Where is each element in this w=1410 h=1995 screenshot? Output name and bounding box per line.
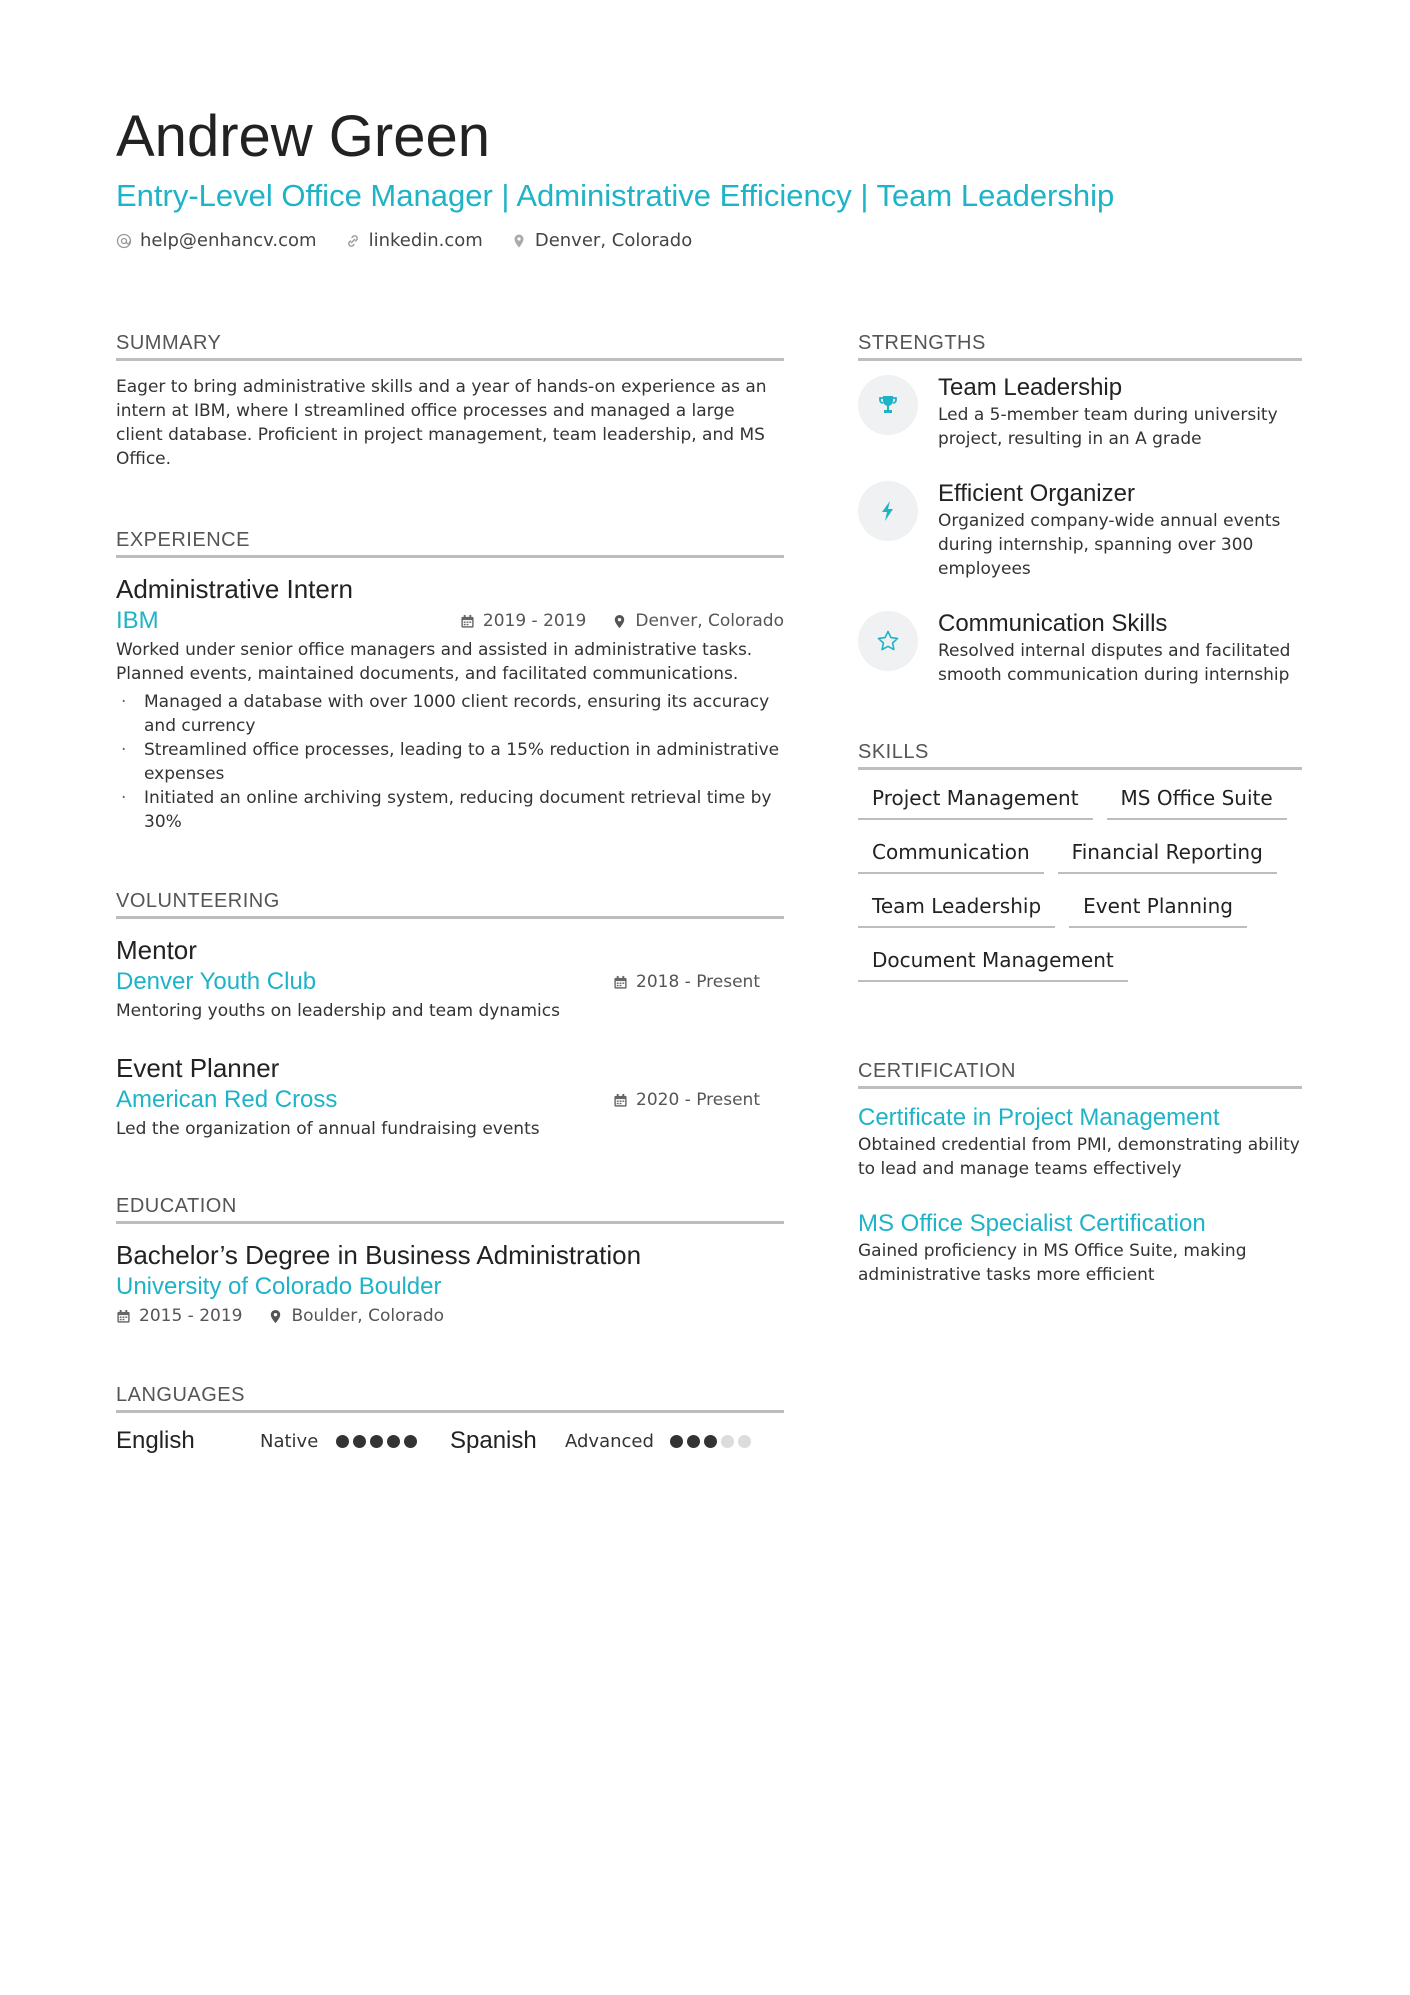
contact-linkedin-text: linkedin.com bbox=[368, 230, 483, 251]
strength-text: Organized company-wide annual events during internship, spanning over 300 employees bbox=[938, 511, 1281, 579]
contact-location-text: Denver, Colorado bbox=[534, 230, 693, 251]
volunteering-role: Mentor bbox=[116, 935, 197, 965]
language-rating bbox=[336, 1435, 450, 1448]
location-pin-icon bbox=[511, 233, 527, 249]
volunteering-meta bbox=[613, 972, 760, 992]
experience-dates bbox=[460, 611, 586, 631]
volunteering-section bbox=[116, 888, 784, 1141]
volunteering-item bbox=[116, 933, 784, 1023]
strength-title: Communication Skills bbox=[938, 610, 1168, 637]
contact-location bbox=[511, 230, 692, 251]
volunteering-org: American Red Cross bbox=[116, 1086, 338, 1113]
rating-dot-filled bbox=[353, 1435, 366, 1448]
experience-bullet: · Streamlined office processes, leading to a 15% reduction in administrative expenses bbox=[116, 738, 784, 786]
location-pin-icon bbox=[612, 614, 627, 629]
location-pin-icon bbox=[268, 1309, 283, 1324]
strength-content bbox=[938, 611, 1302, 687]
skill-tag: Team Leadership bbox=[858, 892, 1055, 928]
skill-tag: Financial Reporting bbox=[1058, 838, 1277, 874]
languages-row bbox=[116, 1427, 784, 1455]
rating-dot-filled bbox=[704, 1435, 717, 1448]
skills-list bbox=[858, 784, 1302, 982]
certification-heading: CERTIFICATION bbox=[858, 1058, 1302, 1089]
experience-meta bbox=[460, 611, 784, 631]
contact-list bbox=[116, 230, 1306, 251]
rating-dot-empty bbox=[738, 1435, 751, 1448]
volunteering-dates-text: 2018 - Present bbox=[636, 972, 760, 992]
calendar-icon bbox=[613, 1093, 628, 1108]
summary-section bbox=[116, 330, 784, 471]
strength-icon-badge bbox=[858, 375, 918, 435]
volunteering-dates bbox=[613, 972, 760, 992]
skill-tag: MS Office Suite bbox=[1107, 784, 1287, 820]
strengths-heading: STRENGTHS bbox=[858, 330, 1302, 361]
rating-dot-filled bbox=[404, 1435, 417, 1448]
rating-dot-filled bbox=[336, 1435, 349, 1448]
experience-dates-text: 2019 - 2019 bbox=[482, 611, 587, 631]
experience-bullets bbox=[116, 690, 784, 834]
volunteering-org-row bbox=[116, 967, 784, 997]
education-location bbox=[268, 1306, 444, 1326]
header bbox=[116, 102, 1306, 251]
strength-title: Efficient Organizer bbox=[938, 480, 1135, 507]
volunteering-description: Led the organization of annual fundraising events bbox=[116, 1119, 540, 1139]
certification-section bbox=[858, 1058, 1302, 1287]
strength-text: Resolved internal disputes and facilitated smooth communication during internship bbox=[938, 641, 1291, 685]
education-school: University of Colorado Boulder bbox=[116, 1273, 442, 1300]
experience-org-row bbox=[116, 606, 784, 636]
skills-heading: SKILLS bbox=[858, 739, 1302, 770]
strength-item bbox=[858, 611, 1302, 687]
strength-text: Led a 5-member team during university project, resulting in an A grade bbox=[938, 405, 1278, 449]
left-column bbox=[116, 330, 784, 1455]
rating-dot-empty bbox=[721, 1435, 734, 1448]
lightning-icon bbox=[876, 499, 900, 523]
language-rating bbox=[670, 1435, 751, 1448]
experience-heading: EXPERIENCE bbox=[116, 527, 784, 558]
certification-title: MS Office Specialist Certification bbox=[858, 1210, 1206, 1237]
right-column bbox=[858, 330, 1302, 1287]
experience-org: IBM bbox=[116, 607, 159, 634]
languages-section bbox=[116, 1382, 784, 1455]
education-heading: EDUCATION bbox=[116, 1193, 784, 1224]
language-level: Native bbox=[260, 1430, 319, 1452]
rating-dot-filled bbox=[370, 1435, 383, 1448]
education-dates-text: 2015 - 2019 bbox=[139, 1306, 243, 1326]
star-icon bbox=[876, 629, 900, 653]
contact-linkedin[interactable] bbox=[345, 230, 483, 251]
rating-dot-filled bbox=[387, 1435, 400, 1448]
calendar-icon bbox=[460, 614, 475, 629]
strengths-section bbox=[858, 330, 1302, 687]
summary-text: Eager to bring administrative skills and a year of hands-on experience as an intern at IBM, where I streamlined office processes and managed a large client database. Proficient in project management, team leadership, and MS Office. bbox=[116, 377, 767, 469]
experience-location-text: Denver, Colorado bbox=[635, 611, 784, 631]
skill-tag: Project Management bbox=[858, 784, 1093, 820]
certification-text: Obtained credential from PMI, demonstrating ability to lead and manage teams effectively bbox=[858, 1135, 1300, 1179]
skills-section bbox=[858, 739, 1302, 982]
experience-location bbox=[612, 611, 784, 631]
language-name: Spanish bbox=[450, 1427, 537, 1454]
calendar-icon bbox=[613, 975, 628, 990]
strength-content bbox=[938, 481, 1302, 581]
certification-title: Certificate in Project Management bbox=[858, 1104, 1220, 1131]
trophy-icon bbox=[876, 393, 900, 417]
strength-icon-badge bbox=[858, 481, 918, 541]
skill-tag: Event Planning bbox=[1069, 892, 1247, 928]
certification-text: Gained proficiency in MS Office Suite, making administrative tasks more efficient bbox=[858, 1241, 1247, 1285]
volunteering-item bbox=[116, 1051, 784, 1141]
skill-tag: Document Management bbox=[858, 946, 1128, 982]
summary-heading: SUMMARY bbox=[116, 330, 784, 361]
at-icon bbox=[116, 233, 132, 249]
rating-dot-filled bbox=[670, 1435, 683, 1448]
strength-item bbox=[858, 481, 1302, 581]
volunteering-meta bbox=[613, 1090, 760, 1110]
education-item bbox=[116, 1238, 784, 1326]
volunteering-dates bbox=[613, 1090, 760, 1110]
language-name: English bbox=[116, 1427, 195, 1454]
language-level: Advanced bbox=[565, 1430, 654, 1452]
strength-icon-badge bbox=[858, 611, 918, 671]
experience-role: Administrative Intern bbox=[116, 574, 353, 604]
education-degree: Bachelor’s Degree in Business Administration bbox=[116, 1240, 642, 1270]
certification-item bbox=[858, 1103, 1302, 1181]
volunteering-role: Event Planner bbox=[116, 1053, 280, 1083]
candidate-name: Andrew Green bbox=[116, 104, 490, 169]
candidate-tagline: Entry-Level Office Manager | Administrative Efficiency | Team Leadership bbox=[116, 178, 1115, 213]
volunteering-heading: VOLUNTEERING bbox=[116, 888, 784, 919]
certification-item bbox=[858, 1209, 1302, 1287]
volunteering-description: Mentoring youths on leadership and team dynamics bbox=[116, 1001, 560, 1021]
calendar-icon bbox=[116, 1309, 131, 1324]
strength-item bbox=[858, 375, 1302, 451]
education-meta bbox=[116, 1306, 784, 1326]
experience-bullet: · Managed a database with over 1000 client records, ensuring its accuracy and currency bbox=[116, 690, 784, 738]
volunteering-org: Denver Youth Club bbox=[116, 968, 317, 995]
education-location-text: Boulder, Colorado bbox=[291, 1306, 445, 1326]
strength-title: Team Leadership bbox=[938, 374, 1123, 401]
experience-item bbox=[116, 572, 784, 834]
volunteering-dates-text: 2020 - Present bbox=[636, 1090, 760, 1110]
contact-email[interactable] bbox=[116, 230, 317, 251]
skill-tag: Communication bbox=[858, 838, 1044, 874]
education-section bbox=[116, 1193, 784, 1326]
volunteering-org-row bbox=[116, 1085, 784, 1115]
experience-bullet: · Initiated an online archiving system, reducing document retrieval time by 30% bbox=[116, 786, 784, 834]
link-icon bbox=[345, 233, 361, 249]
rating-dot-filled bbox=[687, 1435, 700, 1448]
experience-section bbox=[116, 527, 784, 834]
strength-content bbox=[938, 375, 1302, 451]
experience-description: Worked under senior office managers and assisted in administrative tasks. Planned events, maintained documents, and facilitated communications. bbox=[116, 640, 753, 684]
contact-email-text: help@enhancv.com bbox=[140, 230, 317, 251]
education-dates bbox=[116, 1306, 242, 1326]
languages-heading: LANGUAGES bbox=[116, 1382, 784, 1413]
